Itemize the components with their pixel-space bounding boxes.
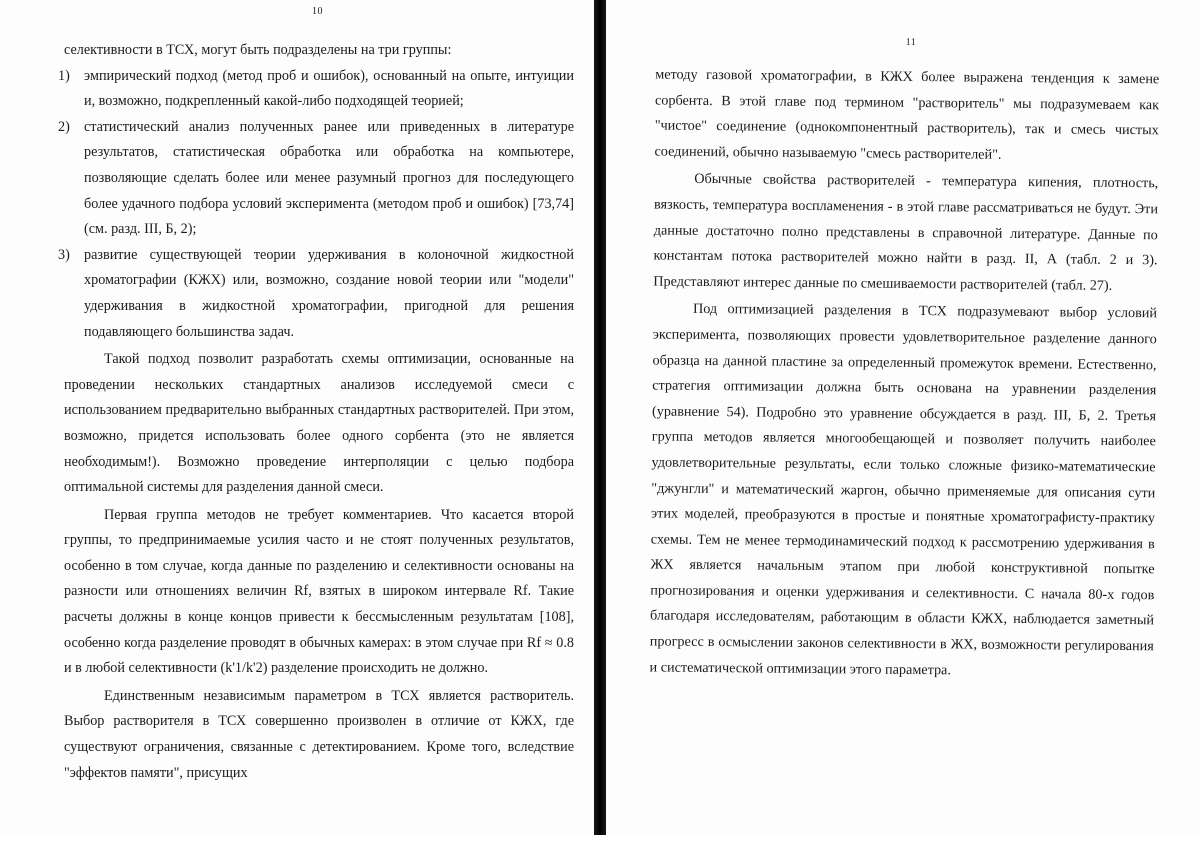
list-item: [58, 243, 574, 345]
page-number: 11: [905, 36, 917, 48]
list-number: 3): [58, 246, 70, 263]
list-number: 2): [58, 118, 70, 135]
list-item: [58, 115, 574, 243]
list-item: [58, 64, 574, 115]
paragraph: Единственным независимым параметром в ТСХ является растворитель. Выбор растворителя в ТСХ совершенно произволен в отличие от КЖХ, где существуют ограничения, связанные с детектированием. Кроме того, вследствие "эффектов памяти", присущих: [64, 687, 574, 781]
paragraph: методу газовой хроматографии, в КЖХ более выражена тенденция к замене сорбента. В этой главе под термином "растворитель" мы подразумеваем как "чистое" соединение (однокомпонентный растворитель), так и смесь чистых соединений, обычно называемую "смесь растворителей".: [654, 66, 1160, 163]
right-page: [598, 0, 1200, 841]
list-text: статистический анализ полученных ранее или приведенных в литературе результатов, статистическая обработка или обработка на компьютере, позволяющие сделать более или менее разумный прогноз для последующего более удачного подбора условий эксперимента (методом проб и ошибок) [73,74] (см. разд. III, Б, 2);: [84, 118, 574, 238]
paragraph: Обычные свойства растворителей - температура кипения, плотность, вязкость, температура воспламенения - в этой главе рассматриваться не будут. Эти данные достаточно полно представлены в справочной литературе. Данные по константам потока растворителей можно найти в разд. II, А (табл. 2 и 3). Представляют интерес данные по смешиваемости растворителей (табл. 27).: [653, 171, 1159, 294]
page-number: 10: [312, 6, 323, 17]
list-text: эмпирический подход (метод проб и ошибок), основанный на опыте, интуиции и, возможно, подкрепленный какой-либо подходящей теорией;: [84, 67, 574, 110]
list-number: 1): [58, 67, 70, 84]
left-page: [0, 0, 594, 835]
list-text: развитие существующей теории удерживания в колоночной жидкостной хроматографии (КЖХ) или, возможно, создание новой теории или "модели" удерживания в жидкостной хроматографии, пригодной для решения подавляющего большинства задач.: [84, 246, 574, 340]
paragraph: Первая группа методов не требует комментариев. Что касается второй группы, то предпринимаемые усилия часто и не стоят полученных результатов, особенно в том случае, когда данные по разделению и селективности основаны на разности или отношениях величин Rf, взятых в широком интервале Rf. Такие расчеты должны в конце концов привести к бессмысленным результатам [108], особенно когда разделение проводят в обычных камерах: в этом случае при Rf ≈ 0.8 и в любой селективности (k'1/k'2) разделение происходить не должно.: [64, 506, 574, 677]
paragraph: Под оптимизацией разделения в ТСХ подразумевают выбор условий эксперимента, позволяющих провести удовлетворительное разделение данного образца на данной пластине за определенный промежуток времени. Естественно, стратегия оптимизации должна быть основана на уравнении разделения (уравнение 54). Подробно это уравнение обсуждается в разд. III, Б, 2. Третья группа методов является многообещающей и позволяет получить наиболее удовлетворительные результаты, если только сложные физико-математические "джунгли" и математический жаргон, обычно применяемые для описания сути этих моделей, преобразуются в простые и понятные хроматографисту-практику схемы. Тем не менее термодинамический подход к рассмотрению удерживания в ЖХ является начальным этапом при любой конструктивной попытке прогнозирования и оценки удерживания и селективности. С начала 80-х годов благодаря исследователям, работающим в области КЖХ, наблюдается заметный прогресс в осмыслении законов селективности в ЖХ, возможности регулирования и систематической оптимизации этого параметра.: [649, 301, 1158, 678]
paragraph: Такой подход позволит разработать схемы оптимизации, основанные на проведении нескольких стандартных анализов исследуемой смеси с использованием предварительно выбранных стандартных растворителей. При этом, возможно, придется использовать более одного сорбента (это не является необходимым!). Возможно проведение интерполяции с целью подбора оптимальной системы для разделения данной смеси.: [64, 351, 574, 496]
intro-line: селективности в ТСХ, могут быть подразделены на три группы:: [64, 42, 452, 58]
